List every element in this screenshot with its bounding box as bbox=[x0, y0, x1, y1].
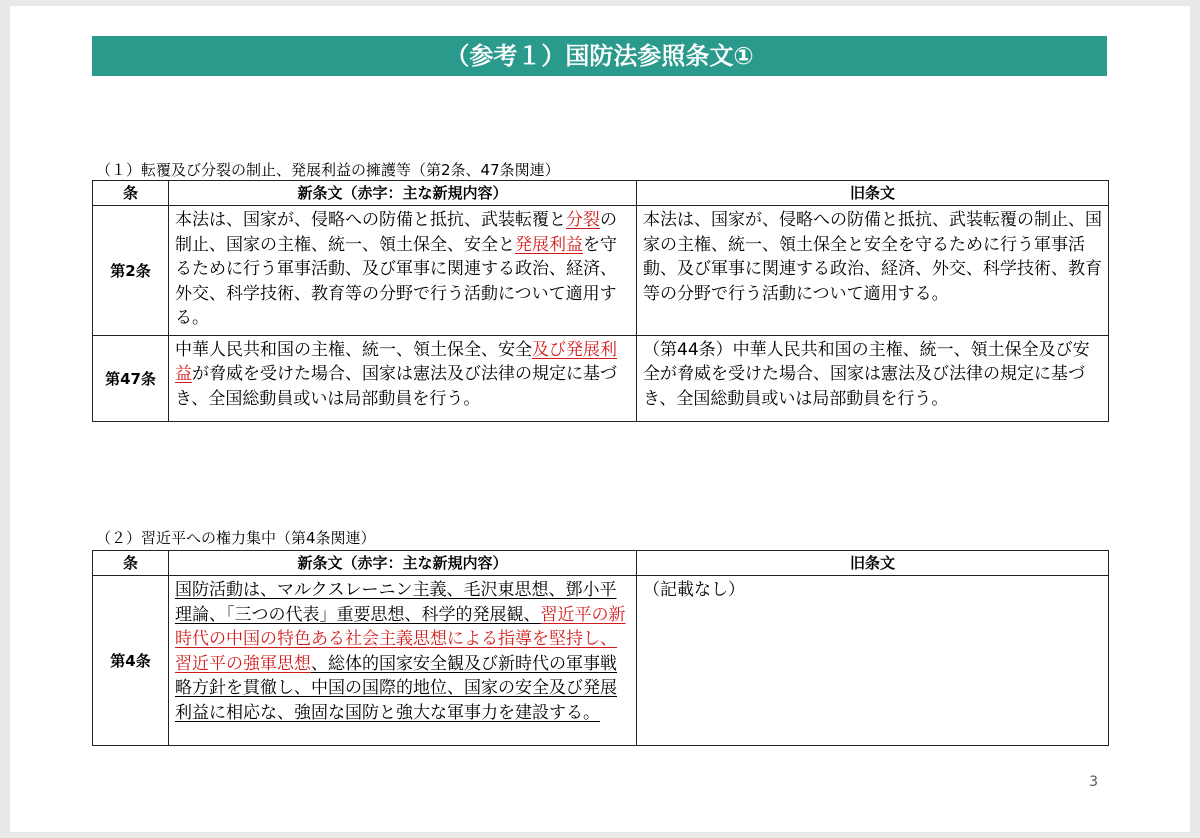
table-row bbox=[93, 206, 1109, 336]
highlighted-new-content: 発展利益 bbox=[515, 234, 583, 255]
text-segment: 国防活動は、マルクスレーニン主義、毛沢東思想、鄧小平理論、「三つの代表」重要思想、科学的発展観、 bbox=[175, 580, 617, 625]
text-segment: 、総体的国家安全観及び新時代の軍事戦略方針を貫徹し、中国の国際的地位、国家の安全及び発展利益に相応な、強固な国防と強大な軍事力を建設する。 bbox=[175, 653, 617, 723]
text-segment: の制止、国家の主権、統一、領土保全、安全と bbox=[175, 210, 617, 255]
section2-caption: （２）習近平への権力集中（第4条関連） bbox=[96, 529, 376, 547]
header-old-text: 旧条文 bbox=[637, 551, 1109, 576]
text-segment: が脅威を受けた場合、国家は憲法及び法律の規定に基づき、全国総動員或いは局部動員を行う。 bbox=[175, 364, 617, 409]
article-number: 第2条 bbox=[93, 206, 169, 336]
highlighted-new-content: 及び発展利益 bbox=[175, 339, 617, 384]
header-old-text: 旧条文 bbox=[637, 181, 1109, 206]
old-article-text: （第44条）中華人民共和国の主権、統一、領土保全及び安全が脅威を受けた場合、国家は憲法及び法律の規定に基づき、全国総動員或いは局部動員を行う。 bbox=[637, 335, 1109, 421]
new-article-text bbox=[169, 335, 637, 421]
old-article-text: （記載なし） bbox=[637, 576, 1109, 746]
header-new-text: 新条文（赤字：主な新規内容） bbox=[169, 181, 637, 206]
table-row bbox=[93, 576, 1109, 746]
page-title: （参考１）国防法参照条文① bbox=[92, 36, 1107, 76]
new-article-text bbox=[169, 206, 637, 336]
table-header-row bbox=[93, 551, 1109, 576]
article-number: 第47条 bbox=[93, 335, 169, 421]
header-article: 条 bbox=[93, 181, 169, 206]
new-article-text bbox=[169, 576, 637, 746]
text-segment: 中華人民共和国の主権、統一、領土保全、安全 bbox=[175, 339, 532, 360]
header-article: 条 bbox=[93, 551, 169, 576]
page-number: 3 bbox=[1089, 774, 1098, 790]
article-number: 第4条 bbox=[93, 576, 169, 746]
section2-table bbox=[92, 550, 1109, 746]
highlighted-new-content: 習近平の新時代の中国の特色ある社会主義思想による指導を堅持し、習近平の強軍思想 bbox=[175, 604, 626, 674]
old-article-text: 本法は、国家が、侵略への防備と抵抗、武装転覆の制止、国家の主権、統一、領土保全と安全を守るために行う軍事活動、及び軍事に関連する政治、経済、外交、科学技術、教育等の分野で行う活動について適用する。 bbox=[637, 206, 1109, 336]
table-row bbox=[93, 335, 1109, 421]
text-segment: 本法は、国家が、侵略への防備と抵抗、武装転覆と bbox=[175, 210, 566, 230]
slide-page bbox=[10, 6, 1190, 832]
highlighted-new-content: 分裂 bbox=[566, 210, 600, 230]
text-segment: を守るために行う軍事活動、及び軍事に関連する政治、経済、外交、科学技術、教育等の分野で行う活動について適用する。 bbox=[175, 234, 617, 328]
header-new-text: 新条文（赤字：主な新規内容） bbox=[169, 551, 637, 576]
section1-table bbox=[92, 180, 1109, 422]
table-header-row bbox=[93, 181, 1109, 206]
section1-caption: （１）転覆及び分裂の制止、発展利益の擁護等（第2条、47条関連） bbox=[96, 161, 560, 179]
